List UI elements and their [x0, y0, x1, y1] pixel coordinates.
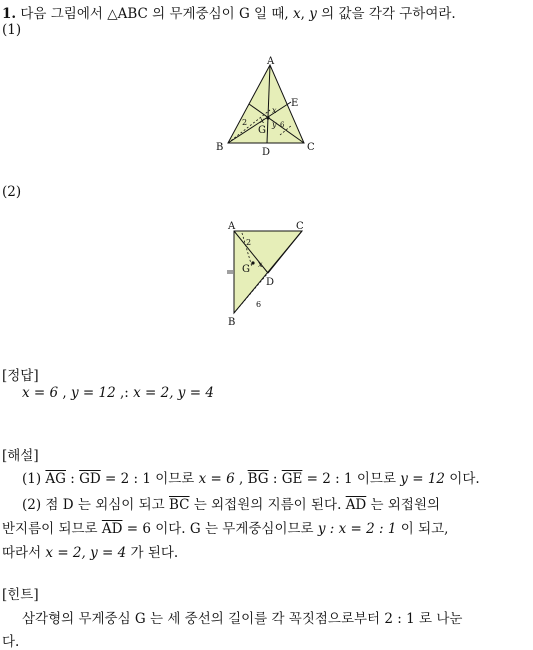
exp2-num: (2) — [22, 497, 46, 513]
centroid-point — [251, 261, 254, 264]
label-a: A — [228, 221, 236, 232]
segment-label-x2: x — [260, 116, 265, 125]
exp3-pre: 반지름이 되므로 — [2, 521, 102, 537]
explanation-heading: [해설] — [2, 448, 39, 464]
seg-ad: $\overline{AD}$ — [345, 497, 367, 513]
exp1-colon1: : — [65, 471, 80, 487]
problem-number: 1. — [2, 6, 17, 22]
problem-statement — [2, 2, 456, 22]
explanation-line-1 — [22, 467, 480, 487]
label-b: B — [228, 317, 236, 328]
segment-label-2: 2 — [242, 118, 248, 127]
part2-label: (2) — [2, 184, 22, 200]
segment-label-y: y — [272, 120, 277, 129]
exp3-tail: 이 되고, — [396, 521, 449, 537]
comma: , — [300, 6, 305, 22]
label-d: D — [262, 147, 271, 158]
exp2-mid: 는 외접원의 지름이 된다. — [189, 497, 346, 513]
segment-label-x: x — [258, 260, 263, 269]
exp1-tail: 이다. — [445, 471, 480, 487]
answer-1-y: y = 12 — [70, 385, 116, 401]
exp2-pre: 점 D 는 외심이 되고 — [45, 497, 169, 513]
seg-ag: $\overline{AG}$ — [45, 471, 66, 487]
figure-1 — [212, 55, 322, 160]
answer-heading: [정답] — [2, 368, 39, 384]
answer-line — [22, 385, 214, 401]
exp4-tail: 가 된다. — [126, 545, 179, 561]
problem-text-post: 의 값을 각각 구하여라. — [316, 6, 456, 22]
hint-line-2: 다. — [2, 634, 20, 650]
segment-label-6: 6 — [280, 121, 285, 129]
exp3-eq: = 6 이다. G 는 무게중심이므로 — [122, 521, 318, 537]
hint-heading: [힌트] — [2, 587, 39, 603]
label-b: B — [216, 142, 224, 153]
seg-ge: $\overline{GE}$ — [281, 471, 303, 487]
label-a: A — [267, 56, 275, 67]
answer-2-vals: x = 2, y = 4 — [133, 385, 214, 401]
var-y: y — [309, 6, 317, 22]
centroid-point — [266, 116, 269, 119]
part1-label: (1) — [2, 22, 22, 38]
label-c: C — [307, 142, 315, 153]
exp4-pre: 따라서 — [2, 545, 46, 561]
segment-label-6: 6 — [256, 300, 262, 309]
answer-1-x: x = 6 — [22, 385, 59, 401]
exp1-x-val: x = 6 — [198, 471, 235, 487]
label-d: D — [266, 277, 275, 288]
answer-sep-1: , — [58, 385, 71, 401]
exp1-num: (1) — [22, 471, 46, 487]
label-c: C — [296, 221, 304, 232]
seg-ad-2: $\overline{AD}$ — [101, 521, 123, 537]
seg-bc: $\overline{BC}$ — [169, 497, 190, 513]
figure-2 — [222, 215, 312, 330]
exp2-tail: 는 외접원의 — [366, 497, 441, 513]
problem-text-pre: 다음 그림에서 △ABC 의 무게중심이 G 일 때, — [20, 6, 294, 22]
exp3-ratio: y : x = 2 : 1 — [317, 521, 397, 537]
label-g: G — [242, 264, 250, 275]
answer-sep-2: ,: — [115, 385, 134, 401]
exp1-colon2: : — [268, 471, 282, 487]
seg-gd: $\overline{GD}$ — [79, 471, 101, 487]
var-x: x — [293, 6, 301, 22]
label-g: G — [258, 125, 266, 136]
seg-bg: $\overline{BG}$ — [247, 471, 269, 487]
segment-label-x: x — [272, 106, 277, 115]
exp1-sep: , — [234, 471, 248, 487]
exp1-ratio1: = 2 : 1 이므로 — [100, 471, 199, 487]
explanation-line-2 — [22, 493, 440, 513]
exp1-y-val: y = 12 — [400, 471, 445, 487]
label-e: E — [291, 98, 299, 109]
explanation-line-3 — [2, 517, 448, 537]
exp1-ratio2: = 2 : 1 이므로 — [302, 471, 401, 487]
hint-line-1: 삼각형의 무게중심 G 는 세 중선의 길이를 각 꼭짓점으로부터 2 : 1 로 나눈 — [22, 611, 463, 627]
segment-label-2: 2 — [246, 238, 252, 247]
exp4-vals: x = 2, y = 4 — [45, 545, 127, 561]
explanation-line-4 — [2, 541, 178, 561]
